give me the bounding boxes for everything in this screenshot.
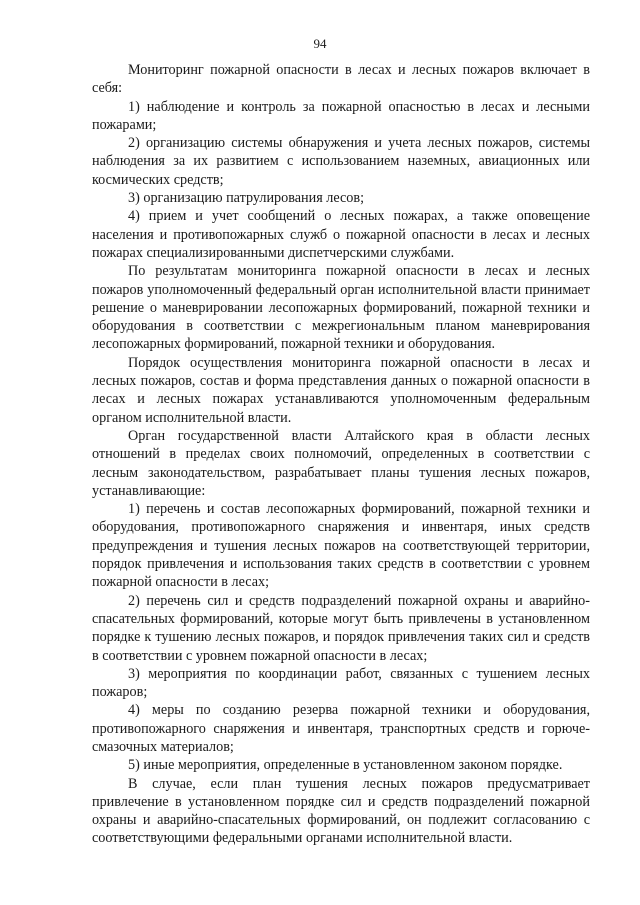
- list-item: 1) наблюдение и контроль за пожарной опасностью в лесах и лесными пожарами;: [92, 98, 590, 133]
- paragraph: Мониторинг пожарной опасности в лесах и лесных пожаров включает в себя:: [92, 62, 590, 97]
- paragraph: Порядок осуществления мониторинга пожарной опасности в лесах и лесных пожаров, состав и форма представления данных о пожарной опасности в лесах и лесных пожарах устанавливаются уполномоченным федеральным органом исполнительной власти.: [92, 354, 590, 426]
- document-body: [92, 61, 590, 848]
- list-item: 3) организацию патрулирования лесов;: [128, 190, 365, 207]
- list-item: 3) мероприятия по координации работ, связанных с тушением лесных пожаров;: [92, 665, 590, 701]
- list-item: 1) перечень и состав лесопожарных формирований, пожарной техники и оборудования, противопожарного снаряжения и инвентаря, иных средств предупреждения и тушения лесных пожаров на соответствующей территории, порядок привлечения и использования таких средств в соответствии с уровнем пожарной опасности в лесах;: [92, 501, 590, 591]
- list-item: 2) организацию системы обнаружения и учета лесных пожаров, системы наблюдения за их развитием с использованием наземных, авиационных или космических средств;: [92, 135, 590, 188]
- list-item: 4) меры по созданию резерва пожарной техники и оборудования, противопожарного снаряжения и инвентаря, транспортных средств и горюче-смазочных материалов;: [92, 702, 590, 755]
- list-item: 2) перечень сил и средств подразделений пожарной охраны и аварийно-спасательных формирований, которые могут быть привлечены в установленном порядке к тушению лесных пожаров, и порядок привлечения таких сил и средств в соответствии с уровнем пожарной опасности в лесах;: [92, 592, 590, 664]
- list-item: 4) прием и учет сообщений о лесных пожарах, а также оповещение населения и противопожарных служб о пожарной опасности в лесах и лесных пожарах специализированными диспетчерскими службами.: [92, 208, 590, 261]
- paragraph: По результатам мониторинга пожарной опасности в лесах и лесных пожаров уполномоченный федеральный орган исполнительной власти принимает решение о маневрировании лесопожарных формирований, пожарной техники и оборудования в соответствии с межрегиональным планом маневрирования лесопожарных формирований, пожарной техники и оборудования.: [92, 263, 590, 353]
- page-number: 94: [313, 36, 327, 51]
- list-item: 5) иные мероприятия, определенные в установленном законом порядке.: [128, 757, 563, 774]
- paragraph: В случае, если план тушения лесных пожаров предусматривает привлечение в установленном порядке сил и средств подразделений пожарной охраны и аварийно-спасательных формирований, он подлежит согласованию с соответствующими федеральными органами исполнительной власти.: [92, 775, 590, 847]
- paragraph: Орган государственной власти Алтайского края в области лесных отношений в пределах своих полномочий, определенных в соответствии с лесным законодательством, разрабатывает планы тушения лесных пожаров, устанавливающие:: [92, 427, 590, 499]
